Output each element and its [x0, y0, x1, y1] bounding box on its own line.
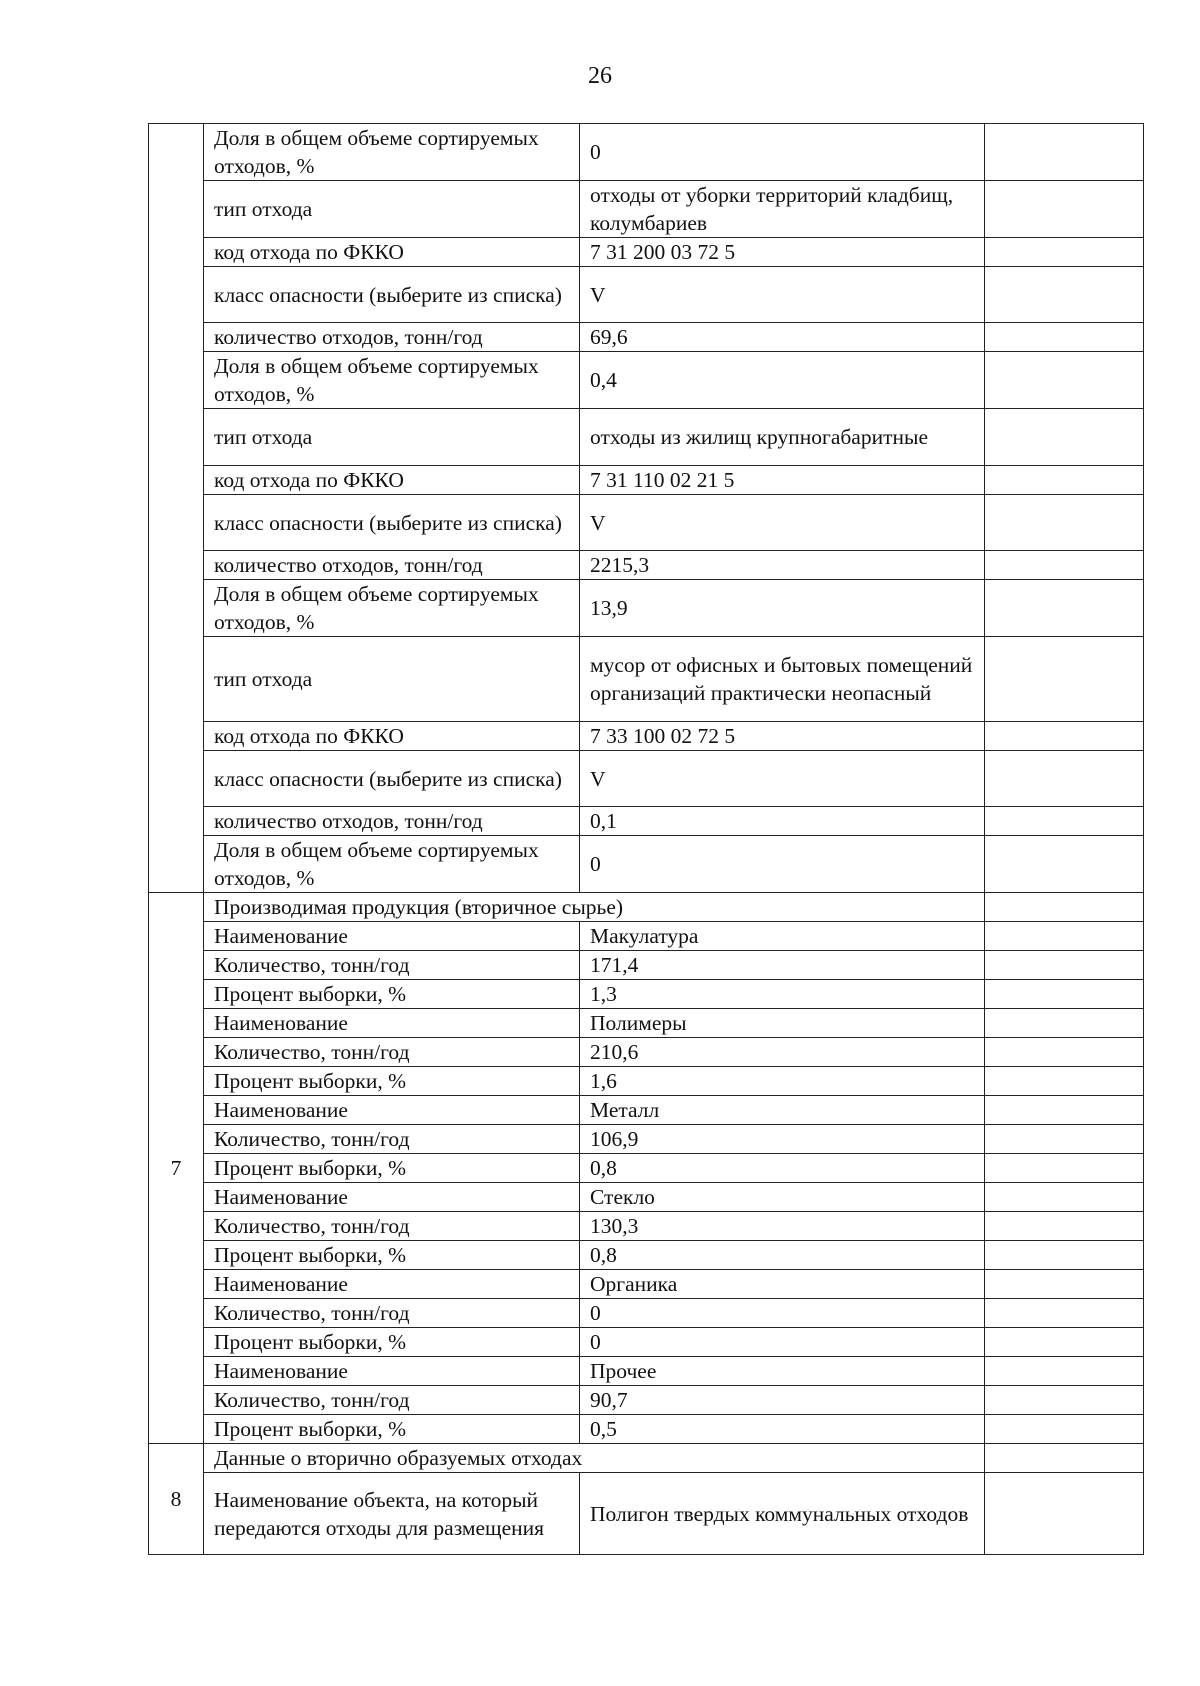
row-label: количество отходов, тонн/год	[204, 323, 580, 352]
section-header-row	[149, 1444, 1144, 1473]
row-value: 0	[580, 836, 985, 893]
table-row	[149, 1183, 1144, 1212]
row-label: Доля в общем объеме сортируемых отходов, %	[204, 836, 580, 893]
row-label: класс опасности (выберите из списка)	[204, 495, 580, 551]
extra-cell	[985, 980, 1144, 1009]
extra-cell	[985, 409, 1144, 466]
row-value: 0	[580, 124, 985, 181]
row-value: 69,6	[580, 323, 985, 352]
row-label: количество отходов, тонн/год	[204, 551, 580, 580]
extra-cell	[985, 1154, 1144, 1183]
table-row	[149, 181, 1144, 238]
row-value: V	[580, 267, 985, 323]
extra-cell	[985, 124, 1144, 181]
extra-cell	[985, 1270, 1144, 1299]
row-value: Полигон твердых коммунальных отходов	[580, 1473, 985, 1555]
row-label: Процент выборки, %	[204, 980, 580, 1009]
row-value: 7 31 200 03 72 5	[580, 238, 985, 267]
row-value: 0,4	[580, 352, 985, 409]
row-label: Наименование	[204, 1270, 580, 1299]
row-label: Доля в общем объеме сортируемых отходов, %	[204, 352, 580, 409]
table-row	[149, 951, 1144, 980]
row-label: Количество, тонн/год	[204, 1386, 580, 1415]
extra-cell	[985, 1473, 1144, 1555]
row-label: Количество, тонн/год	[204, 1299, 580, 1328]
row-label: Доля в общем объеме сортируемых отходов, %	[204, 580, 580, 637]
table-row	[149, 267, 1144, 323]
row-label: количество отходов, тонн/год	[204, 807, 580, 836]
row-value: 0,5	[580, 1415, 985, 1444]
row-label: Количество, тонн/год	[204, 1038, 580, 1067]
table-row	[149, 1473, 1144, 1555]
extra-cell	[985, 238, 1144, 267]
extra-cell	[985, 323, 1144, 352]
table-row	[149, 1357, 1144, 1386]
extra-cell	[985, 495, 1144, 551]
row-label: Процент выборки, %	[204, 1328, 580, 1357]
section-number: 7	[149, 893, 204, 1444]
row-label: код отхода по ФККО	[204, 238, 580, 267]
table-row	[149, 1009, 1144, 1038]
table-row	[149, 409, 1144, 466]
extra-cell	[985, 637, 1144, 722]
row-value: 0	[580, 1299, 985, 1328]
row-label: класс опасности (выберите из списка)	[204, 751, 580, 807]
row-value: V	[580, 751, 985, 807]
row-label: Доля в общем объеме сортируемых отходов, %	[204, 124, 580, 181]
row-label: Наименование	[204, 1357, 580, 1386]
table-row	[149, 352, 1144, 409]
table-row	[149, 1067, 1144, 1096]
extra-cell	[985, 352, 1144, 409]
row-value: 106,9	[580, 1125, 985, 1154]
row-label: тип отхода	[204, 409, 580, 466]
table-row	[149, 1125, 1144, 1154]
section-header: Данные о вторично образуемых отходах	[204, 1444, 985, 1473]
row-value: 1,6	[580, 1067, 985, 1096]
table-row	[149, 323, 1144, 352]
extra-cell	[985, 807, 1144, 836]
row-value: отходы от уборки территорий кладбищ, колумбариев	[580, 181, 985, 238]
page-number: 26	[588, 63, 612, 89]
row-value: Металл	[580, 1096, 985, 1125]
extra-cell	[985, 893, 1144, 922]
row-label: Процент выборки, %	[204, 1154, 580, 1183]
extra-cell	[985, 751, 1144, 807]
extra-cell	[985, 951, 1144, 980]
extra-cell	[985, 1386, 1144, 1415]
table-row	[149, 836, 1144, 893]
table-row	[149, 1241, 1144, 1270]
section-number	[149, 124, 204, 893]
extra-cell	[985, 1357, 1144, 1386]
row-label: Наименование объекта, на который передаются отходы для размещения	[204, 1473, 580, 1555]
table-row	[149, 637, 1144, 722]
table-row	[149, 466, 1144, 495]
row-label: Наименование	[204, 1096, 580, 1125]
row-value: Органика	[580, 1270, 985, 1299]
table-row	[149, 551, 1144, 580]
extra-cell	[985, 1212, 1144, 1241]
row-value: 210,6	[580, 1038, 985, 1067]
extra-cell	[985, 1415, 1144, 1444]
extra-cell	[985, 922, 1144, 951]
row-label: Наименование	[204, 1183, 580, 1212]
row-label: класс опасности (выберите из списка)	[204, 267, 580, 323]
section-header: Производимая продукция (вторичное сырье)	[204, 893, 985, 922]
waste-data-table	[148, 123, 1144, 1555]
row-value: 0,8	[580, 1241, 985, 1270]
table-row	[149, 1328, 1144, 1357]
row-value: отходы из жилищ крупногабаритные	[580, 409, 985, 466]
row-value: Макулатура	[580, 922, 985, 951]
row-value: 13,9	[580, 580, 985, 637]
row-label: Количество, тонн/год	[204, 951, 580, 980]
table-row	[149, 124, 1144, 181]
table-row	[149, 1299, 1144, 1328]
table-row	[149, 751, 1144, 807]
table-row	[149, 1096, 1144, 1125]
row-value: 0,8	[580, 1154, 985, 1183]
extra-cell	[985, 1125, 1144, 1154]
table-row	[149, 238, 1144, 267]
extra-cell	[985, 551, 1144, 580]
row-label: тип отхода	[204, 181, 580, 238]
row-value: 90,7	[580, 1386, 985, 1415]
row-value: Прочее	[580, 1357, 985, 1386]
row-label: Процент выборки, %	[204, 1241, 580, 1270]
row-value: 7 33 100 02 72 5	[580, 722, 985, 751]
table-row	[149, 1038, 1144, 1067]
table-row	[149, 1212, 1144, 1241]
section-number: 8	[149, 1444, 204, 1555]
extra-cell	[985, 1009, 1144, 1038]
row-value: мусор от офисных и бытовых помещений организаций практически неопасный	[580, 637, 985, 722]
table-row	[149, 922, 1144, 951]
row-value: 0,1	[580, 807, 985, 836]
table-row	[149, 1386, 1144, 1415]
extra-cell	[985, 1067, 1144, 1096]
extra-cell	[985, 1328, 1144, 1357]
row-label: Процент выборки, %	[204, 1415, 580, 1444]
table-row	[149, 495, 1144, 551]
extra-cell	[985, 1241, 1144, 1270]
row-value: 1,3	[580, 980, 985, 1009]
row-label: Количество, тонн/год	[204, 1212, 580, 1241]
row-label: Наименование	[204, 922, 580, 951]
row-value: Полимеры	[580, 1009, 985, 1038]
extra-cell	[985, 181, 1144, 238]
table-row	[149, 807, 1144, 836]
extra-cell	[985, 267, 1144, 323]
extra-cell	[985, 1299, 1144, 1328]
row-label: Наименование	[204, 1009, 580, 1038]
row-value: 7 31 110 02 21 5	[580, 466, 985, 495]
extra-cell	[985, 722, 1144, 751]
extra-cell	[985, 1183, 1144, 1212]
table-row	[149, 1270, 1144, 1299]
row-label: Процент выборки, %	[204, 1067, 580, 1096]
table-row	[149, 580, 1144, 637]
table-row	[149, 722, 1144, 751]
row-label: Количество, тонн/год	[204, 1125, 580, 1154]
section-header-row	[149, 893, 1144, 922]
row-value: V	[580, 495, 985, 551]
extra-cell	[985, 580, 1144, 637]
row-value: 2215,3	[580, 551, 985, 580]
table-row	[149, 1415, 1144, 1444]
row-label: код отхода по ФККО	[204, 466, 580, 495]
extra-cell	[985, 1096, 1144, 1125]
extra-cell	[985, 1444, 1144, 1473]
extra-cell	[985, 466, 1144, 495]
table-row	[149, 980, 1144, 1009]
row-value: 130,3	[580, 1212, 985, 1241]
row-value: 0	[580, 1328, 985, 1357]
row-label: тип отхода	[204, 637, 580, 722]
row-value: Стекло	[580, 1183, 985, 1212]
row-label: код отхода по ФККО	[204, 722, 580, 751]
row-value: 171,4	[580, 951, 985, 980]
extra-cell	[985, 836, 1144, 893]
extra-cell	[985, 1038, 1144, 1067]
table-row	[149, 1154, 1144, 1183]
